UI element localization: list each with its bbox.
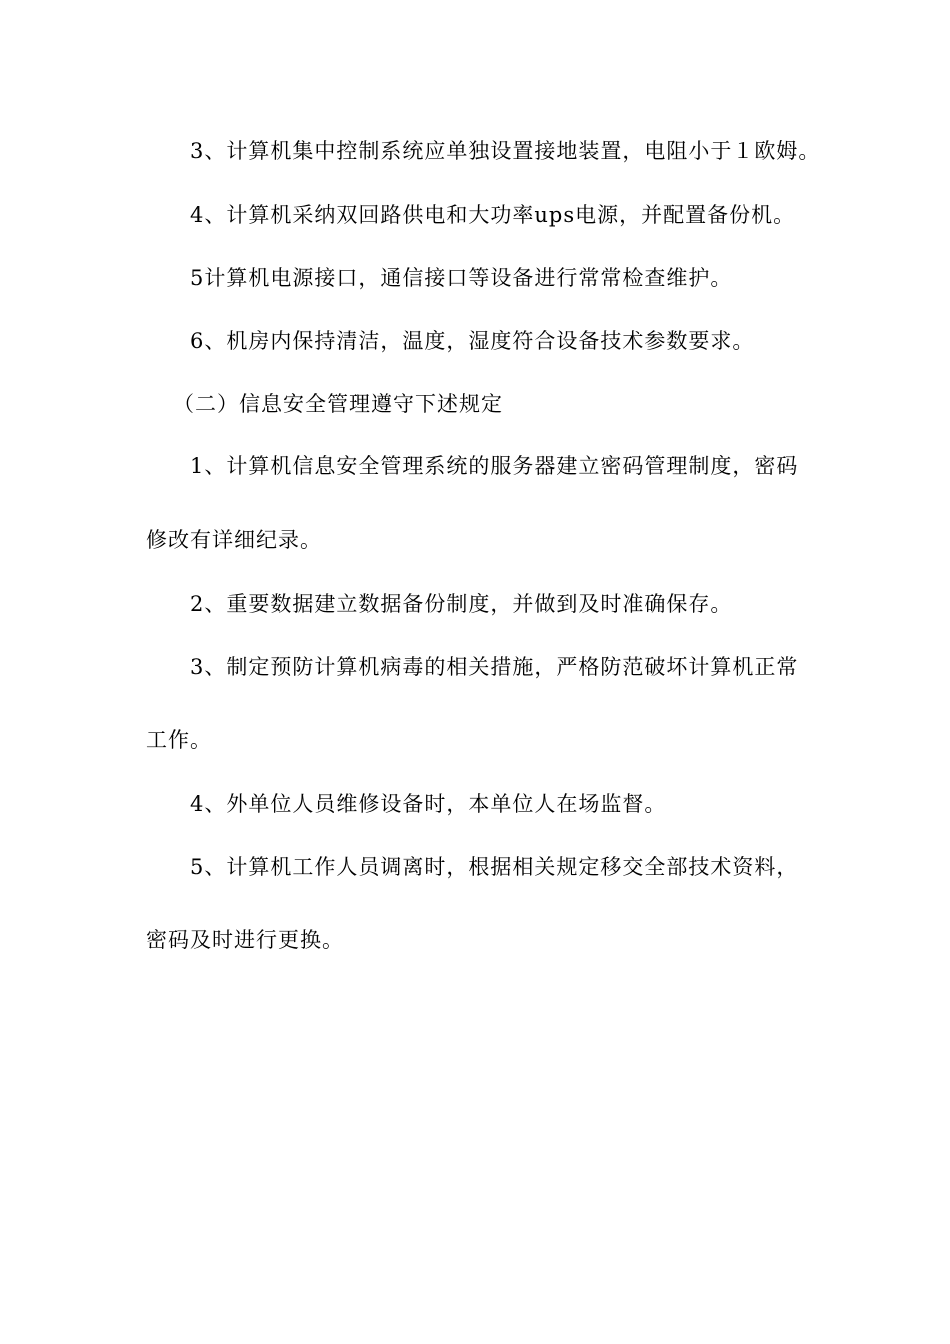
section-heading: （二）信息安全管理遵守下述规定 bbox=[173, 392, 503, 416]
paragraph-line: 6、机房内保持清洁，温度，湿度符合设备技术参数要求。 bbox=[190, 329, 755, 353]
paragraph-line: 工作。 bbox=[146, 728, 212, 752]
paragraph-line: 2、重要数据建立数据备份制度，并做到及时准确保存。 bbox=[190, 592, 733, 616]
paragraph-line: 5、计算机工作人员调离时，根据相关规定移交全部技术资料， bbox=[190, 855, 799, 879]
paragraph-line: 3、计算机集中控制系统应单独设置接地装置，电阻小于１欧姆。 bbox=[190, 139, 821, 163]
paragraph-line: 4、外单位人员维修设备时，本单位人在场监督。 bbox=[190, 792, 667, 816]
paragraph-line: 3、制定预防计算机病毒的相关措施，严格防范破坏计算机正常 bbox=[190, 655, 799, 679]
paragraph-line: 4、计算机采纳双回路供电和大功率ups电源，并配置备份机。 bbox=[190, 203, 796, 227]
paragraph-line: 修改有详细纪录。 bbox=[146, 528, 322, 552]
paragraph-line: 密码及时进行更换。 bbox=[146, 928, 344, 952]
paragraph-line: 5计算机电源接口，通信接口等设备进行常常检查维护。 bbox=[190, 266, 733, 290]
paragraph-line: 1、计算机信息安全管理系统的服务器建立密码管理制度，密码 bbox=[190, 454, 799, 478]
